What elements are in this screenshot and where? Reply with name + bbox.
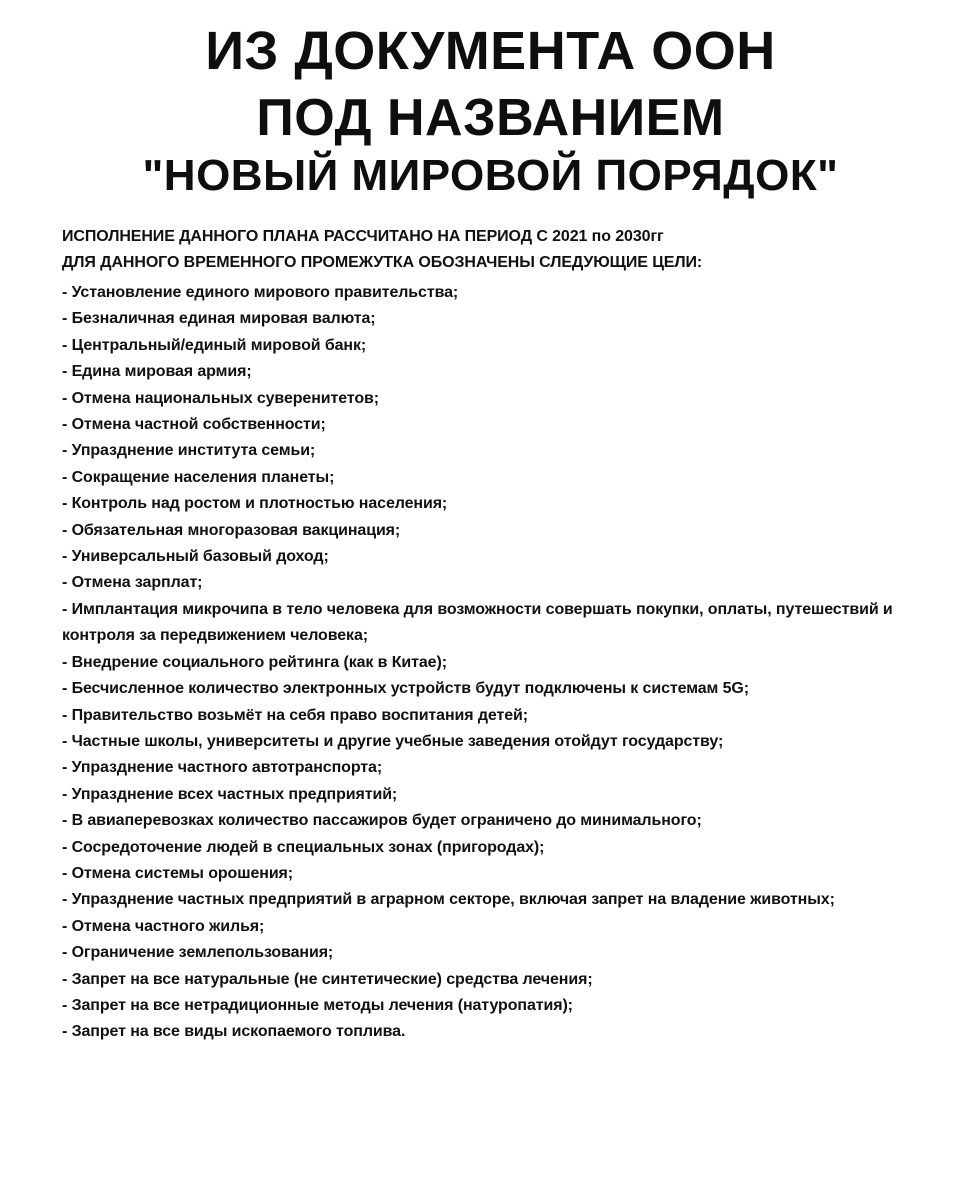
goal-item: - Запрет на все натуральные (не синтетические) средства лечения; xyxy=(62,970,593,988)
goal-item: - Установление единого мирового правительства; xyxy=(62,284,459,301)
goal-item: - Внедрение социального рейтинга (как в Китае); xyxy=(62,653,447,671)
goal-item: - Имплантация микрочипа в тело человека для возможности совершать покупки, оплаты, путешествий и контроля за передвижением человека; xyxy=(62,600,893,645)
title-line-3: "НОВЫЙ МИРОВОЙ ПОРЯДОК" xyxy=(142,151,839,200)
intro-text xyxy=(62,224,919,276)
goal-item: - Центральный/единый мировой банк; xyxy=(62,336,367,354)
goal-item: - Ограничение землепользования; xyxy=(62,944,334,962)
goal-item: - Запрет на все нетрадиционные методы лечения (натуропатия); xyxy=(62,996,573,1014)
goal-item: - Упразднение частного автотранспорта; xyxy=(62,759,383,777)
goal-item: - Отмена частного жилья; xyxy=(62,917,265,935)
title-line-2: ПОД НАЗВАНИЕМ xyxy=(256,89,725,147)
goal-item: - Отмена системы орошения; xyxy=(62,864,294,882)
goal-item: - Упразднение института семьи; xyxy=(62,442,316,460)
intro-line-2: ДЛЯ ДАННОГО ВРЕМЕННОГО ПРОМЕЖУТКА ОБОЗНАЧЕНЫ СЛЕДУЮЩИЕ ЦЕЛИ: xyxy=(62,254,703,271)
goal-item: - Сокращение населения планеты; xyxy=(62,468,335,486)
title-line-1: ИЗ ДОКУМЕНТА ООН xyxy=(205,21,776,81)
goal-item: - Универсальный базовый доход; xyxy=(62,548,329,566)
goal-item: - Контроль над ростом и плотностью населения; xyxy=(62,495,448,513)
goal-item: - Запрет на все виды ископаемого топлива. xyxy=(62,1023,406,1041)
goal-item: - Едина мировая армия; xyxy=(62,363,252,381)
goal-item: - Бесчисленное количество электронных устройств будут подключены к системам 5G; xyxy=(62,680,749,698)
goal-item: - Безналичная единая мировая валюта; xyxy=(62,310,376,328)
goal-item: - Упразднение частных предприятий в аграрном секторе, включая запрет на владение животных; xyxy=(62,891,835,909)
goal-item: - Правительство возьмёт на себя право воспитания детей; xyxy=(62,706,528,724)
goal-item: - Отмена частной собственности; xyxy=(62,416,326,434)
goal-item: - Отмена национальных суверенитетов; xyxy=(62,389,380,407)
goal-item: - Частные школы, университеты и другие учебные заведения отойдут государству; xyxy=(62,732,724,750)
goal-item: - Обязательная многоразовая вакцинация; xyxy=(62,521,401,539)
goal-item: - Упразднение всех частных предприятий; xyxy=(62,785,398,803)
goals-list xyxy=(62,280,919,1046)
goal-item: - Сосредоточение людей в специальных зонах (пригородах); xyxy=(62,838,545,856)
intro-line-1: ИСПОЛНЕНИЕ ДАННОГО ПЛАНА РАССЧИТАНО НА ПЕРИОД С 2021 по 2030гг xyxy=(62,228,664,245)
goal-item: - В авиаперевозках количество пассажиров будет ограничено до минимального; xyxy=(62,812,702,830)
goal-item: - Отмена зарплат; xyxy=(62,574,203,592)
